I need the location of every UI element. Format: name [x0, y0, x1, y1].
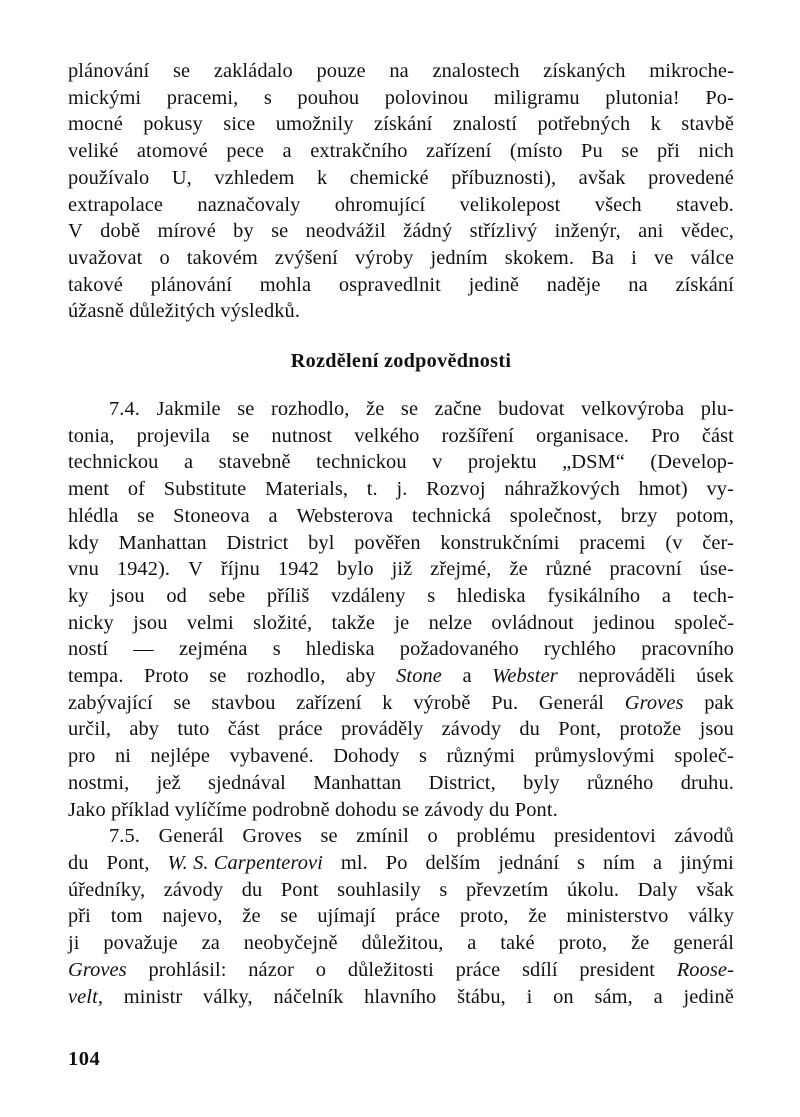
text-line: takové plánování mohla ospravedlnit jedině naděje na získání: [68, 273, 734, 296]
text-line: mickými pracemi, s pouhou polovinou miligramu plutonia! Po-: [68, 86, 734, 109]
text-line: nostmi, jež sjednával Manhattan District, byly různého druhu.: [68, 771, 734, 794]
text-line: uvažovat o takovém zvýšení výroby jedním skokem. Ba i ve válce: [68, 246, 734, 269]
text-line: používalo U, vzhledem k chemické příbuznosti), avšak provedené: [68, 166, 734, 189]
text-line: extrapolace naznačovaly ohromující velikolepost všech staveb.: [68, 193, 734, 216]
text-line: Jako příklad vylíčíme podrobně dohodu se závody du Pont.: [68, 798, 558, 821]
text-column: [68, 58, 734, 1010]
text-line: 7.5. Generál Groves se zmínil o problému presidentovi závodů: [109, 825, 734, 848]
text-line: Groves prohlásil: názor o důležitosti práce sdílí president Roose-: [68, 958, 734, 981]
italic-name-groves-2: Groves: [68, 958, 127, 981]
text-line: kdy Manhattan District byl pověřen konstrukčními pracemi (v čer-: [68, 531, 734, 554]
text-line: ji považuje za neobyčejně důležitou, a také proto, že generál: [68, 932, 734, 955]
text-line: úžasně důležitých výsledků.: [68, 300, 301, 323]
text-line: technickou a stavebně technickou v projektu „DSM“ (Develop-: [68, 451, 734, 474]
text-line: velt, ministr války, náčelník hlavního štábu, i on sám, a jedině: [68, 985, 734, 1008]
paragraph-7-4: [68, 396, 734, 823]
page-number: 104: [68, 1048, 101, 1070]
text-line: ností — zejména s hlediska požadovaného rychlého pracovního: [68, 638, 734, 661]
italic-name-carpenterovi: W. S. Carpenterovi: [167, 851, 323, 874]
text-line: V době mírové by se neodvážil žádný střízlivý inženýr, ani vědec,: [68, 220, 734, 243]
text-line: 7.4. Jakmile se rozhodlo, že se začne budovat velkovýroba plu-: [109, 398, 734, 421]
text-line: ky jsou od sebe příliš vzdáleny s hlediska fysikálního a tech-: [68, 584, 734, 607]
text-line: plánování se zakládalo pouze na znalostech získaných mikroche-: [68, 60, 734, 82]
text-line: zabývající se stavbou zařízení k výrobě Pu. Generál Groves pak: [68, 691, 734, 714]
italic-name-stone: Stone: [396, 665, 442, 688]
text-line: nicky jsou velmi složité, takže je nelze ovládnout jedinou společ-: [68, 611, 734, 634]
text-line: úředníky, závody du Pont souhlasily s převzetím úkolu. Daly však: [68, 878, 734, 901]
section-heading: Rozdělení zodpovědnosti: [290, 350, 512, 373]
section-heading-block: [68, 348, 734, 374]
italic-name-webster: Webster: [492, 665, 558, 688]
paragraph-continuation: [68, 58, 734, 325]
italic-name-roosevelt: Roose-: [676, 958, 734, 981]
text-line: při tom najevo, že se ujímají práce proto, že ministerstvo války: [68, 905, 734, 928]
text-line: vnu 1942). V říjnu 1942 bylo již zřejmé, že různé pracovní úse-: [68, 558, 734, 581]
text-line: tonia, projevila se nutnost velkého rozšíření organisace. Pro část: [68, 424, 734, 447]
text-line: pro ni nejlépe vybavené. Dohody s různými průmyslovými společ-: [68, 745, 734, 768]
paragraph-7-5: [68, 823, 734, 1010]
italic-name-groves: Groves: [624, 691, 684, 714]
text-line: tempa. Proto se rozhodlo, aby Stone a Webster neprováděli úsek: [68, 665, 734, 688]
text-line: veliké atomové pece a extrakčního zařízení (místo Pu se při nich: [68, 140, 734, 163]
text-line: mocné pokusy sice umožnily získání znalostí potřebných k stavbě: [68, 113, 734, 136]
text-line: ment of Substitute Materials, t. j. Rozvoj náhražkových hmot) vy-: [68, 478, 734, 501]
text-line: du Pont, W. S. Carpenterovi ml. Po delším jednání s ním a jinými: [68, 851, 734, 874]
italic-name-roosevelt-cont: velt,: [68, 985, 104, 1008]
text-line: určil, aby tuto část práce prováděly závody du Pont, protože jsou: [68, 718, 734, 741]
text-line: hlédla se Stoneova a Websterova technická společnost, brzy potom,: [68, 504, 734, 527]
